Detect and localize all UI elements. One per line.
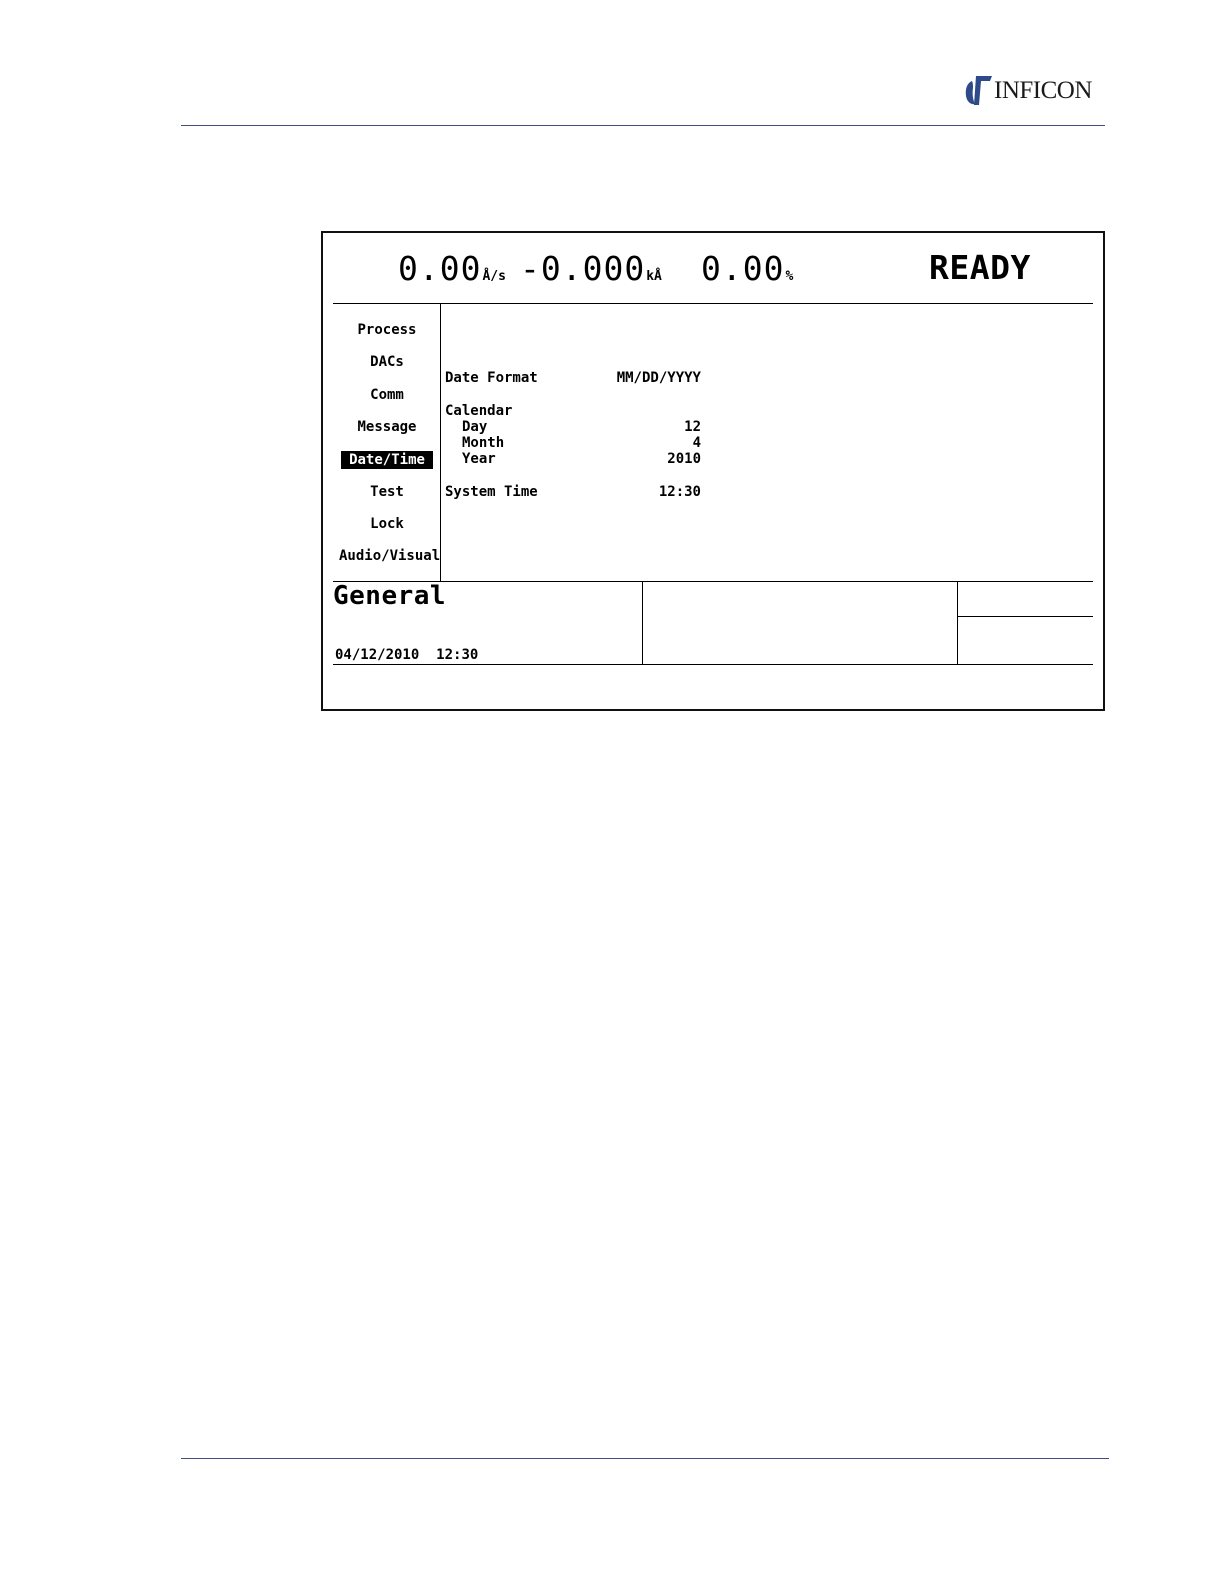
current-date: 04/12/2010: [335, 647, 420, 663]
system-time-label: System Time: [445, 484, 538, 500]
day-row: [445, 419, 701, 435]
inficon-logo: [964, 74, 1114, 108]
footer-rule: [181, 1458, 1109, 1459]
thickness-unit: kÅ: [646, 269, 662, 284]
menu-item-label: Process: [357, 322, 417, 338]
month-label: Month: [462, 435, 505, 451]
month-field[interactable]: 4: [692, 435, 701, 451]
status-bar: [323, 233, 1103, 303]
menu-item-dacs[interactable]: [333, 354, 441, 370]
day-field[interactable]: 12: [684, 419, 701, 435]
menu-item-label: Audio/Visual: [339, 548, 441, 564]
footer-divider-left: [642, 581, 643, 664]
menu-item-label: Test: [370, 484, 404, 500]
menu-item-label: Comm: [370, 387, 404, 403]
month-row: [445, 435, 701, 451]
rate-readout: [398, 249, 506, 288]
menu-item-label: Date/Time: [341, 451, 433, 469]
system-time-row: [445, 484, 701, 500]
power-unit: %: [785, 269, 794, 284]
header-rule: [181, 125, 1105, 126]
current-time: 12:30: [436, 647, 479, 663]
process-state: READY: [929, 248, 1031, 287]
rate-unit: Å/s: [482, 269, 506, 284]
year-row: [445, 451, 701, 467]
menu-item-test[interactable]: [333, 484, 441, 500]
footer-divider-right: [957, 581, 958, 664]
inficon-logo-icon: [964, 74, 994, 106]
menu-item-label: Message: [357, 419, 417, 435]
system-time-field[interactable]: 12:30: [658, 484, 701, 500]
thickness-value: -0.000: [520, 249, 646, 288]
menu-item-date-time[interactable]: [333, 451, 441, 469]
menu-item-audio-visual[interactable]: [333, 548, 441, 564]
date-time-settings: [445, 304, 1095, 582]
date-format-label: Date Format: [445, 370, 538, 386]
thickness-readout: [520, 249, 662, 288]
side-menu: [333, 304, 441, 582]
inficon-logo-text: INFICON: [994, 77, 1092, 104]
menu-item-label: Lock: [370, 516, 404, 532]
power-readout: [701, 249, 793, 288]
day-label: Day: [462, 419, 488, 435]
date-format-row: [445, 370, 701, 386]
rate-value: 0.00: [398, 249, 482, 288]
current-datetime: [335, 647, 478, 663]
page-title: General: [333, 581, 447, 611]
menu-item-label: DACs: [370, 354, 404, 370]
menu-item-message[interactable]: [333, 419, 441, 435]
year-field[interactable]: 2010: [667, 451, 701, 467]
footer-cell-divider: [957, 616, 1093, 617]
instrument-screen: [321, 231, 1105, 711]
footer-bottom-divider: [333, 664, 1093, 665]
menu-item-process[interactable]: [333, 322, 441, 338]
date-format-field[interactable]: MM/DD/YYYY: [616, 370, 701, 386]
power-value: 0.00: [701, 249, 785, 288]
menu-item-comm[interactable]: [333, 387, 441, 403]
menu-item-lock[interactable]: [333, 516, 441, 532]
calendar-label: Calendar: [445, 403, 513, 419]
calendar-row: [445, 403, 701, 419]
year-label: Year: [462, 451, 496, 467]
